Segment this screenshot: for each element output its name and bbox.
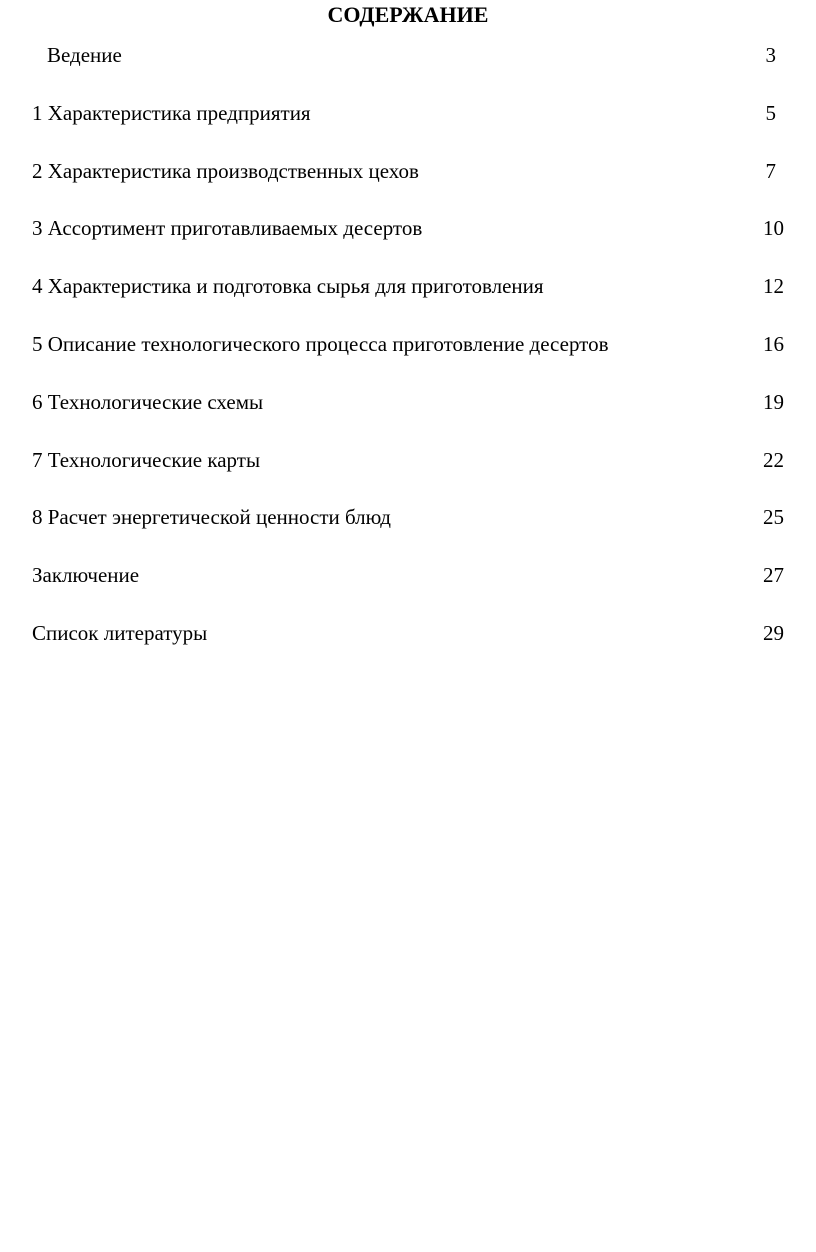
toc-entry-page: 10	[763, 216, 784, 241]
toc-entry-1	[32, 98, 784, 156]
toc-entry-references	[32, 618, 784, 676]
toc-entry-2	[32, 156, 784, 214]
toc-entry-7	[32, 445, 784, 503]
toc-entry-page: 19	[763, 389, 784, 414]
toc-entry-introduction	[32, 40, 784, 98]
toc-entry-conclusion	[32, 560, 784, 618]
toc-entry-label: Заключение	[32, 563, 140, 588]
toc-entry-label: 4 Характеристика и подготовка сырья для приготовления	[32, 274, 544, 299]
toc-entry-3	[32, 213, 784, 271]
toc-entry-page: 25	[763, 505, 784, 530]
toc-entry-label: Список литературы	[32, 620, 208, 645]
toc-entry-page: 3	[765, 43, 776, 67]
toc-entry-label: 1 Характеристика предприятия	[32, 100, 311, 125]
toc-entry-8	[32, 502, 784, 560]
toc-entry-label: 3 Ассортимент приготавливаемых десертов	[32, 216, 423, 241]
toc-entry-page: 7	[765, 158, 776, 183]
toc-entry-label: 6 Технологические схемы	[32, 389, 264, 414]
toc-entry-label: 7 Технологические карты	[32, 447, 261, 472]
table-of-contents	[32, 40, 784, 676]
toc-entry-page: 27	[763, 563, 784, 588]
toc-entry-label: 8 Расчет энергетической ценности блюд	[32, 505, 391, 530]
toc-entry-page: 22	[763, 447, 784, 472]
toc-entry-6	[32, 387, 784, 445]
toc-entry-label: 2 Характеристика производственных цехов	[32, 158, 419, 183]
toc-entry-4	[32, 271, 784, 329]
toc-entry-label: 5 Описание технологического процесса приготовление десертов	[32, 331, 609, 356]
page-title: СОДЕРЖАНИЕ	[327, 2, 489, 27]
toc-entry-page: 12	[763, 274, 784, 299]
toc-entry-page: 29	[763, 620, 784, 645]
toc-entry-page: 5	[765, 100, 776, 125]
toc-entry-5	[32, 329, 784, 387]
toc-entry-page: 16	[763, 331, 784, 356]
toc-entry-label: Ведение	[47, 43, 122, 67]
